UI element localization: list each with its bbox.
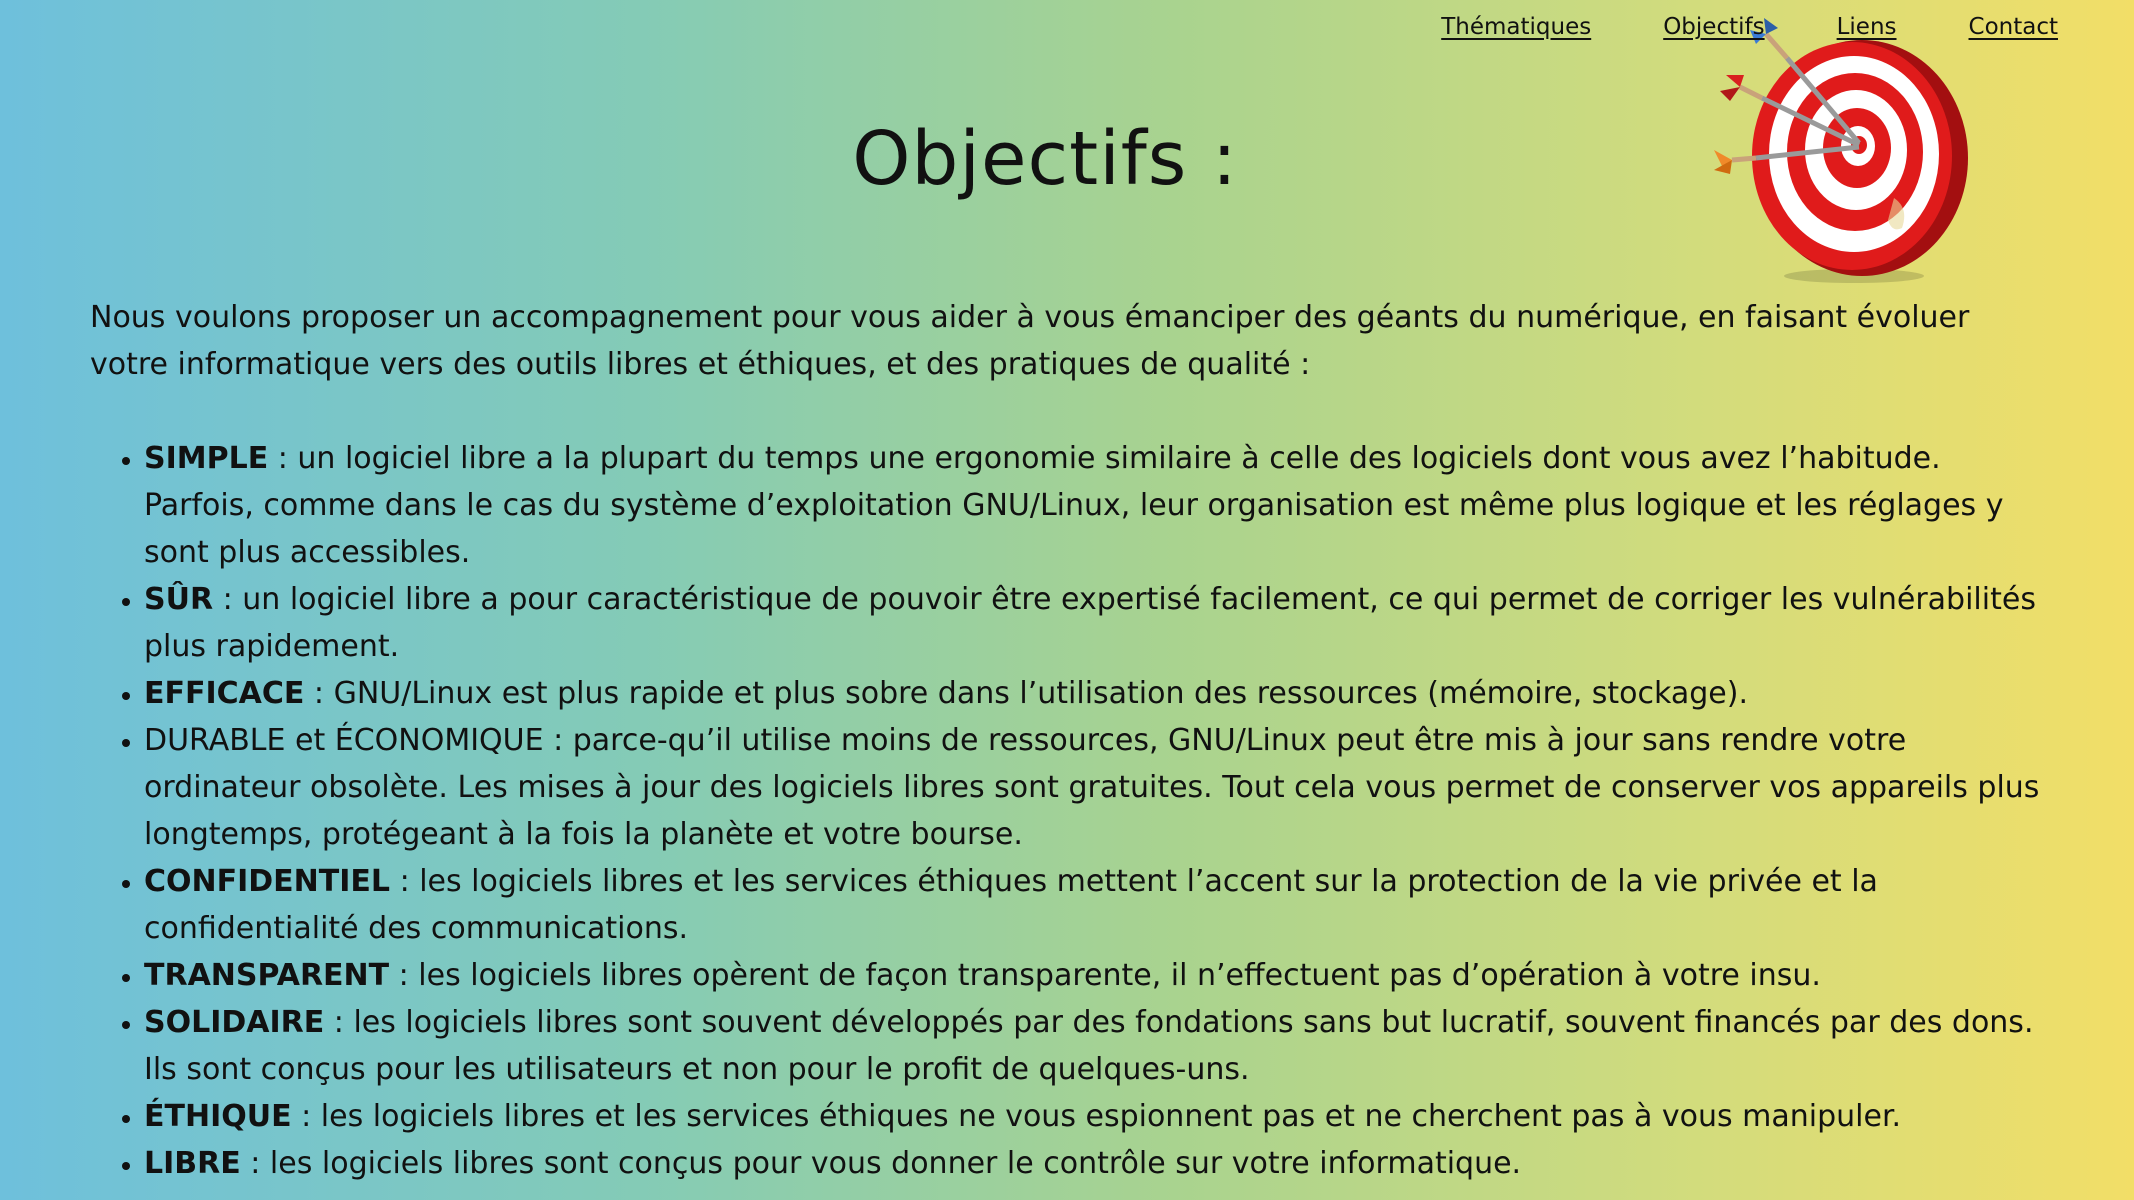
keyword-ethique: ÉTHIQUE (144, 1099, 292, 1134)
description-simple: : un logiciel libre a la plupart du temps une ergonomie similaire à celle des logiciels dont vous avez l’habitude. Parfois, comme dans le cas du système d’exploitation GNU/Linux, leur organisation est même plus logique et les réglages y sont plus accessibles. (144, 441, 2004, 570)
list-item-ethique (144, 1093, 2040, 1140)
description-efficace: : GNU/Linux est plus rapide et plus sobre dans l’utilisation des ressources (mémoire, stockage). (304, 676, 1748, 711)
list-item-efficace (144, 670, 2040, 717)
description-sur: : un logiciel libre a pour caractéristique de pouvoir être expertisé facilement, ce qui permet de corriger les vulnérabilités plus rapidement. (144, 582, 2036, 664)
list-item-confidentiel (144, 858, 2040, 952)
nav-link-contact[interactable]: Contact (1968, 14, 2058, 40)
top-nav (1441, 14, 2058, 40)
nav-link-objectifs[interactable]: Objectifs (1663, 14, 1765, 40)
list-item-simple (144, 435, 2040, 576)
nav-link-liens[interactable]: Liens (1836, 14, 1897, 40)
keyword-efficace: EFFICACE (144, 676, 305, 711)
list-item-durable (144, 717, 2040, 858)
nav-link-thematiques[interactable]: Thématiques (1441, 14, 1592, 40)
page-title: Objectifs : (852, 116, 1238, 202)
keyword-solidaire: SOLIDAIRE (144, 1005, 325, 1040)
list-item-solidaire (144, 999, 2040, 1093)
list-item-libre (144, 1140, 2040, 1187)
list-item-sur (144, 576, 2040, 670)
description-durable: DURABLE et ÉCONOMIQUE : parce-qu’il utilise moins de ressources, GNU/Linux peut être mis à jour sans rendre votre ordinateur obsolète. Les mises à jour des logiciels libres sont gratuites. Tout cela vous permet de conserver vos appareils plus longtemps, protégeant à la fois la planète et votre bourse. (144, 723, 2040, 852)
description-transparent: : les logiciels libres opèrent de façon transparente, il n’effectuent pas d’opération à votre insu. (389, 958, 1821, 993)
description-ethique: : les logiciels libres et les services éthiques ne vous espionnent pas et ne cherchent pas à vous manipuler. (291, 1099, 1902, 1134)
description-solidaire: : les logiciels libres sont souvent développés par des fondations sans but lucratif, souvent financés par des dons. Ils sont conçus pour les utilisateurs et non pour le profit de quelques-uns. (144, 1005, 2034, 1087)
keyword-transparent: TRANSPARENT (144, 958, 390, 993)
keyword-simple: SIMPLE (144, 441, 269, 476)
dartboard-target-icon (1704, 18, 1984, 288)
objectives-list (90, 435, 2040, 1187)
keyword-libre: LIBRE (144, 1146, 241, 1181)
list-item-transparent (144, 952, 2040, 999)
keyword-sur: SÛR (144, 582, 214, 617)
description-confidentiel: : les logiciels libres et les services éthiques mettent l’accent sur la protection de la vie privée et la confidentialité des communications. (144, 864, 1878, 946)
intro-paragraph: Nous voulons proposer un accompagnement pour vous aider à vous émanciper des géants du numérique, en faisant évoluer votre informatique vers des outils libres et éthiques, et des pratiques de qualité : (90, 300, 1970, 382)
main-content (90, 294, 2040, 1187)
keyword-confidentiel: CONFIDENTIEL (144, 864, 391, 899)
description-libre: : les logiciels libres sont conçus pour vous donner le contrôle sur votre informatique. (240, 1146, 1522, 1181)
